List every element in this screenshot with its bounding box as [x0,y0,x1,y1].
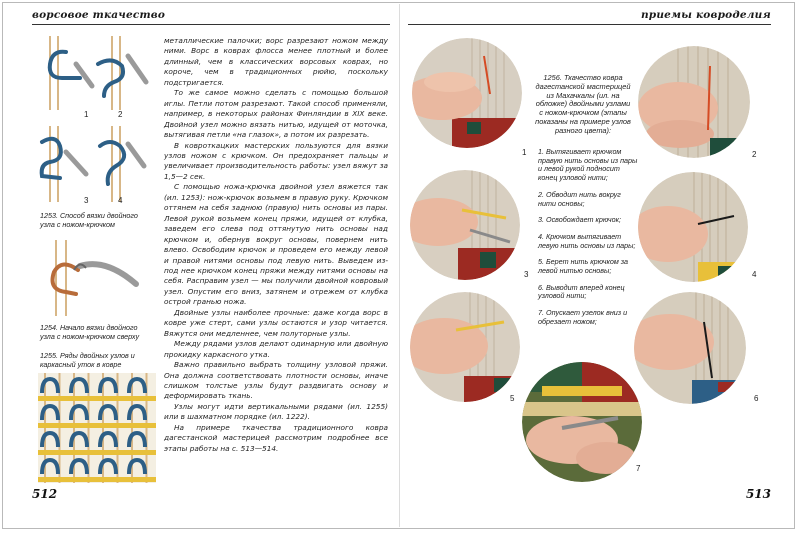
photo-number-5: 5 [510,394,515,403]
knot-panel-3 [42,126,86,202]
photo-number-1: 1 [522,148,527,157]
photo-step-6 [634,292,746,404]
fig-1253-knot-panels [36,34,154,206]
step-7: 7. Опускает узелок вниз и обрезает ножом; [538,308,628,326]
knot-panel-1 [50,36,92,110]
paragraph-6: Между рядами узлов делают одинарную или двойную прокидку каркасного утка. [164,339,388,359]
fig-1254-knot-start [36,240,154,318]
folio-left: 512 [32,487,58,501]
fig-1255-caption: 1255. Ряды двойных узлов и каркасный уток в ковре [40,351,135,369]
header-rule-left [32,24,390,25]
photo-number-4: 4 [752,270,757,279]
paragraph-7: Важно правильно выбрать толщину узловой пряжи. Она должна соответствовать плотности основы, иначе слишком толстые узлы будут раздвигать основу и деформировать ткань. [164,360,388,401]
panel-number-1: 1 [84,110,89,119]
panel-number-4: 4 [118,196,123,205]
step-3: 3. Освобождает крючок; [538,215,622,225]
photo-step-1 [412,38,522,148]
photo-step-5 [410,292,520,402]
paragraph-4: С помощью ножа-крючка двойной узел вяжется так (ил. 1253): нож-крючок возьмем в правую руку. Крючком оттянем на себя заднюю (правую) нить основы из пары. Левой рукой возьмем конец пряжи, идущей от клубка, заведем его слева под оттянутую нить основы над крючком и, обернув вокруг основы, повернем нить влево. Освободим крючок и проведем его между левой и правой нитями основы под левую нить. Выведем из-под нее крючком конец пряжи между нитями основы на себя. Расправим узел — мы получили двойной ковровый узел. Опустим его вниз, затянем и отрежем от клубка острой гранью ножа. [164,182,388,307]
step-1: 1. Вытягивает крючком правую нить основы из пары и левой рукой подносит конец узловой нити; [538,147,638,183]
fig-1256-caption: 1256. Ткачество ковра дагестанской мастерицей из Махачкалы (ил. на обложке) двойными узлами с ножом-крючком (этапы показаны на примере узлов разного цвета): [535,73,631,135]
photo-number-2: 2 [752,150,757,159]
step-list [538,148,638,335]
frame-weft [38,423,156,428]
fig-1254-caption: 1254. Начало вязки двойного узла с ножом-крючком сверху [40,323,140,341]
fig-1255-knot-rows [38,373,156,483]
frame-weft [38,396,156,401]
photo-number-7: 7 [636,464,641,473]
paragraph-3: В ковроткацких мастерских пользуются для вязки узлов ножом с крючком. Он предохраняет пальцы и увеличивает производительность работы: узел вяжут за 1,5—2 сек. [164,140,388,181]
step-2: 2. Обводит нить вокруг нити основы; [538,189,621,208]
paragraph-1: металлические палочки; ворс разрезают ножом между ними. Ворс в коврах флосса менее плотный и более длинный, чем в классических ворсовых коврах, но короче, чем в традиционных рюйю, поскольку подстригается. [164,36,388,87]
step-4: 4. Крючком вытягивает левую нить основы из пары; [538,231,636,250]
photo-step-3 [410,170,520,280]
left-body-text [164,36,388,454]
paragraph-8: Узлы могут идти вертикальными рядами (ил. 1255) или в шахматном порядке (ил. 1222). [164,401,388,422]
frame-weft [38,477,156,482]
photo-step-7 [522,362,642,482]
step-6: 6. Выводит вперед конец узловой нити; [538,282,625,301]
knot-panel-4 [100,126,144,202]
paragraph-5: Двойные узлы наиболее прочные: даже когда ворс в ковре уже стерт, сами узлы остаются и узор читается. Вяжутся они медленнее, чем полуторные узлы. [164,307,388,338]
panel-number-3: 3 [84,196,89,205]
photo-number-3: 3 [524,270,529,279]
running-head-left: ворсовое ткачество [32,9,166,21]
photo-number-6: 6 [754,394,759,403]
frame-weft [38,450,156,455]
running-head-right: приемы ковроделия [640,9,771,21]
panel-number-2: 2 [118,110,123,119]
header-rule-right [408,24,771,25]
paragraph-2: То же самое можно сделать с помощью большой иглы. Петли потом разрезают. Такой способ применяли, например, в некоторых районах Финляндии в XIX веке. Двойной узел можно вязать нитью, идущей от моточка, вытягивая петли «на глазок», а потом их разрезать. [164,88,388,140]
knot-panel-2 [98,36,146,110]
fig-1253-caption: 1253. Способ вязки двойного узла с ножом-крючком [40,211,138,229]
photo-step-4 [638,172,748,282]
step-5: 5. Берет нить крючком за левой нитью основы; [538,257,629,276]
photo-step-2 [638,46,750,158]
spine-fold [399,4,400,527]
folio-right: 513 [745,487,771,501]
paragraph-9: На примере ткачества традиционного ковра дагестанской мастерицей рассмотрим подробнее все этапы работы на с. 513—514. [164,422,388,453]
